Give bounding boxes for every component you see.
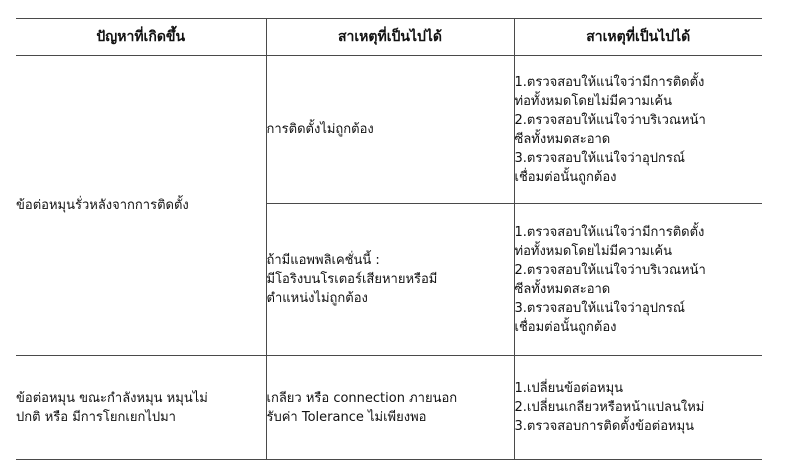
solution-cell xyxy=(514,356,762,460)
cause-line: เกลียว หรือ connection ภายนอก xyxy=(266,390,458,406)
table-row xyxy=(16,356,762,460)
solution-line: 3.ตรวจสอบให้แน่ใจว่าอุปกรณ์ xyxy=(514,300,685,316)
solution-line: 2.ตรวจสอบให้แน่ใจว่าบริเวณหน้า xyxy=(514,262,706,278)
cause-cell xyxy=(266,56,514,204)
solution-line: ซีลทั้งหมดสะอาด xyxy=(514,281,611,297)
problem-line: ข้อต่อหมุน ขณะกำลังหมุน หมุนไม่ xyxy=(16,390,208,406)
header-solution: สาเหตุที่เป็นไปได้ xyxy=(514,19,762,56)
cause-cell xyxy=(266,204,514,356)
problem-text: ข้อต่อหมุนรั่วหลังจากการติดตั้ง xyxy=(16,198,189,213)
solution-line: เชื่อมต่อนั้นถูกต้อง xyxy=(514,319,617,335)
cause-line: มีโอริงบนโรเตอร์เสียหายหรือมี xyxy=(266,272,438,287)
header-problem: ปัญหาที่เกิดขึ้น xyxy=(16,19,266,56)
solution-line: 1.ตรวจสอบให้แน่ใจว่ามีการติดตั้ง xyxy=(514,224,705,240)
solution-cell xyxy=(514,56,762,204)
solution-line: ซีลทั้งหมดสะอาด xyxy=(514,131,611,147)
header-cause: สาเหตุที่เป็นไปได้ xyxy=(266,19,514,56)
solution-line: 3.ตรวจสอบการติดตั้งข้อต่อหมุน xyxy=(514,419,695,434)
solution-line: 2.เปลี่ยนเกลียวหรือหน้าแปลนใหม่ xyxy=(514,400,705,415)
cause-line: ถ้ามีแอพพลิเคชั่นนี้ : xyxy=(266,253,380,268)
troubleshooting-table xyxy=(16,18,762,460)
cause-line: รับค่า Tolerance ไม่เพียงพอ xyxy=(266,409,427,425)
cause-cell xyxy=(266,356,514,460)
solution-line: 1.ตรวจสอบให้แน่ใจว่ามีการติดตั้ง xyxy=(514,74,705,90)
solution-line: 1.เปลี่ยนข้อต่อหมุน xyxy=(514,381,624,396)
table-row xyxy=(16,56,762,204)
solution-line: ท่อทั้งหมดโดยไม่มีความเค้น xyxy=(514,93,672,109)
problem-cell xyxy=(16,56,266,356)
solution-line: 3.ตรวจสอบให้แน่ใจว่าอุปกรณ์ xyxy=(514,150,685,166)
solution-cell xyxy=(514,204,762,356)
solution-line: 2.ตรวจสอบให้แน่ใจว่าบริเวณหน้า xyxy=(514,112,706,128)
header-row xyxy=(16,19,762,56)
solution-line: ท่อทั้งหมดโดยไม่มีความเค้น xyxy=(514,243,672,259)
cause-line: ตำแหน่งไม่ถูกต้อง xyxy=(266,291,368,306)
cause-text: การติดตั้งไม่ถูกต้อง xyxy=(266,122,374,137)
problem-line: ปกติ หรือ มีการโยกเยกไปมา xyxy=(16,409,176,425)
problem-cell xyxy=(16,356,266,460)
solution-line: เชื่อมต่อนั้นถูกต้อง xyxy=(514,169,617,185)
